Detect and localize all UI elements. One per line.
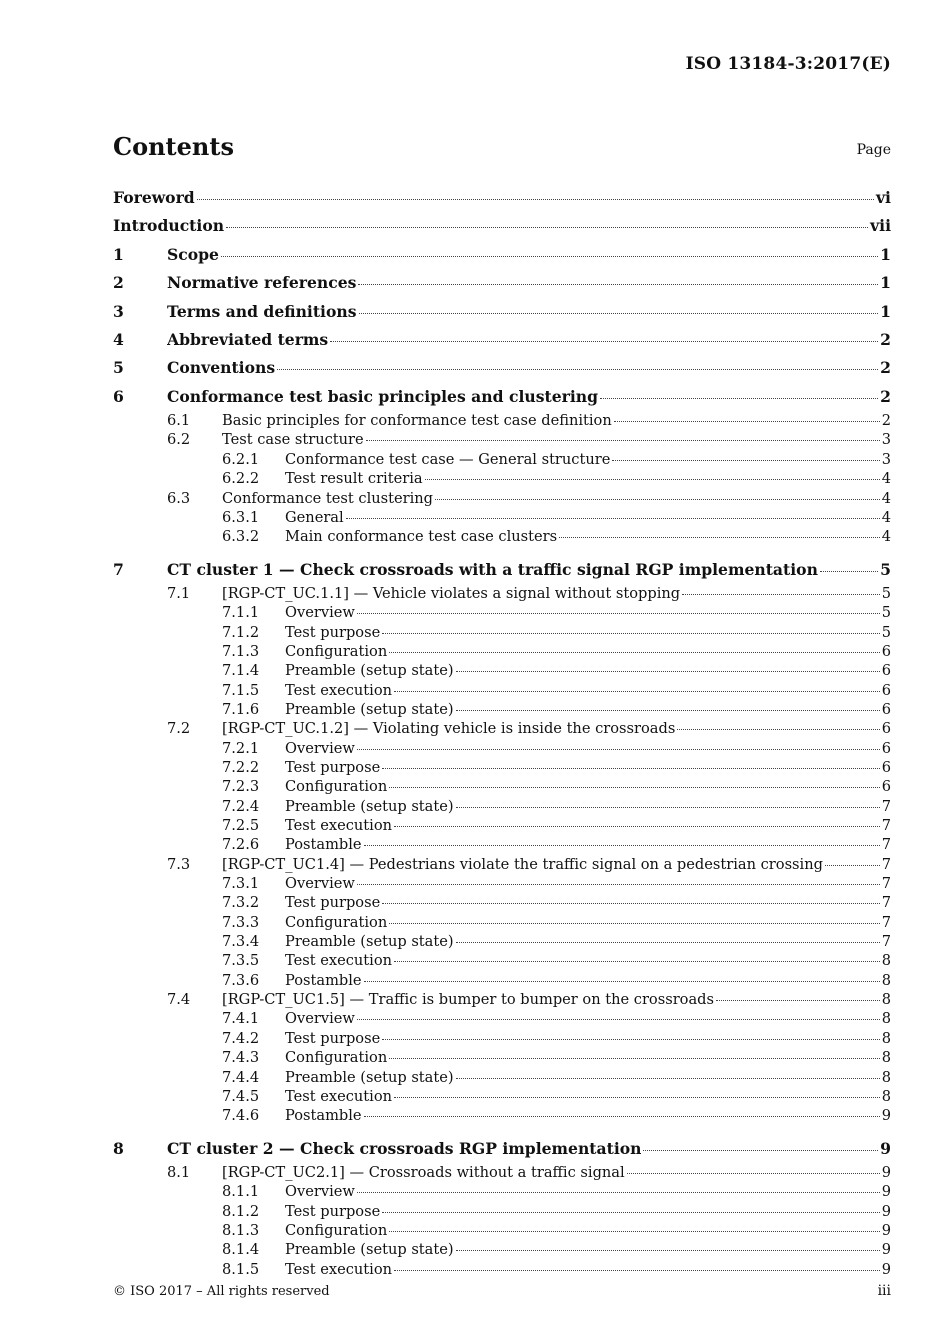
toc-entry-number: 6.2.1: [222, 450, 260, 468]
dot-leader: [359, 313, 879, 314]
dot-leader: [682, 594, 880, 595]
toc-entry-page: 4: [881, 489, 891, 507]
toc-entry-title: Postamble: [285, 836, 362, 854]
dot-leader: [456, 671, 880, 672]
toc-entry-page: 1: [880, 244, 891, 264]
toc-entry-title: [RGP-CT_UC.1.1] — Vehicle violates a signal without stopping: [222, 584, 681, 602]
toc-entry[interactable]: [113, 603, 891, 622]
toc-entry[interactable]: [113, 430, 891, 449]
toc-entry-title: Overview: [285, 875, 355, 893]
toc-entry-title: Test case structure: [222, 431, 364, 449]
toc-entry-title: Preamble (setup state): [285, 700, 454, 718]
dot-leader: [600, 398, 878, 399]
dot-leader: [389, 652, 879, 653]
toc-entry-page: 8: [881, 991, 891, 1009]
toc-entry[interactable]: [113, 1106, 891, 1125]
dot-leader: [435, 499, 880, 500]
toc-entry[interactable]: [113, 971, 891, 990]
dot-leader: [677, 729, 879, 730]
toc-entry-number: 7.4: [167, 991, 191, 1009]
toc-entry-number: 8.1.5: [222, 1260, 260, 1278]
toc-entry-number: 7.4.1: [222, 1010, 260, 1028]
toc-entry-title: Test purpose: [285, 1029, 381, 1047]
toc-entry[interactable]: [113, 1240, 891, 1259]
toc-entry-page: 6: [881, 759, 891, 777]
toc-entry-page: 9: [881, 1183, 891, 1201]
toc-entry-number: 7.2.2: [222, 759, 260, 777]
toc-entry-page: 1: [880, 301, 891, 321]
dot-leader: [382, 903, 880, 904]
dot-leader: [226, 227, 868, 228]
toc-entry-title: CT cluster 1 — Check crossroads with a traffic signal RGP implementation: [167, 559, 818, 579]
dot-leader: [456, 807, 880, 808]
toc-entry-number: 7.1.2: [222, 623, 260, 641]
toc-entry[interactable]: [113, 1068, 891, 1087]
toc-entry-page: 6: [881, 662, 891, 680]
dot-leader: [382, 633, 880, 634]
toc-entry[interactable]: [113, 1182, 891, 1201]
table-of-contents: [113, 184, 891, 1279]
toc-entry-title: Test purpose: [285, 894, 381, 912]
toc-entry-number: 6.2.2: [222, 470, 260, 488]
toc-entry-title: Scope: [167, 244, 219, 264]
toc-entry-number: 5: [113, 358, 124, 378]
toc-entry-number: 8.1.3: [222, 1221, 260, 1239]
toc-entry-title: [RGP-CT_UC1.5] — Traffic is bumper to bumper on the crossroads: [222, 991, 714, 1009]
toc-entry[interactable]: [113, 1087, 891, 1106]
toc-entry-title: [RGP-CT_UC2.1] — Crossroads without a traffic signal: [222, 1163, 625, 1181]
toc-entry[interactable]: [113, 642, 891, 661]
toc-entry-title: Test result criteria: [285, 470, 423, 488]
toc-entry-page: 8: [881, 971, 891, 989]
toc-entry-page: 9: [881, 1107, 891, 1125]
toc-entry-page: 5: [880, 559, 891, 579]
toc-entry[interactable]: [113, 556, 891, 584]
toc-entry[interactable]: [113, 508, 891, 527]
toc-entry-number: 6: [113, 386, 124, 406]
toc-entry-number: 7.4.5: [222, 1087, 260, 1105]
toc-entry-number: 7.1.3: [222, 642, 260, 660]
toc-entry-title: Preamble (setup state): [285, 1241, 454, 1259]
toc-entry-page: 5: [881, 584, 891, 602]
toc-entry[interactable]: [113, 269, 891, 297]
dot-leader: [364, 845, 880, 846]
toc-entry[interactable]: [113, 951, 891, 970]
toc-entry-page: 4: [881, 528, 891, 546]
toc-entry-page: 9: [880, 1138, 891, 1158]
dot-leader: [394, 961, 880, 962]
toc-entry[interactable]: [113, 990, 891, 1009]
dot-leader: [382, 768, 880, 769]
dot-leader: [389, 787, 879, 788]
dot-leader: [357, 884, 880, 885]
toc-entry-page: 4: [881, 508, 891, 526]
toc-entry-page: 1: [880, 273, 891, 293]
toc-entry-number: 7.1.4: [222, 662, 260, 680]
dot-leader: [197, 199, 874, 200]
toc-entry-number: 7.2.3: [222, 778, 260, 796]
toc-entry-title: Introduction: [113, 216, 225, 236]
toc-entry[interactable]: [113, 739, 891, 758]
toc-entry[interactable]: [113, 1135, 891, 1163]
toc-entry-page: 5: [881, 604, 891, 622]
toc-entry-title: Normative references: [167, 273, 357, 293]
footer-page-number: iii: [877, 1283, 891, 1299]
toc-entry-number: 7.4.3: [222, 1049, 260, 1067]
toc-entry-page: 6: [881, 720, 891, 738]
dot-leader: [364, 981, 880, 982]
toc-entry-number: 8.1.4: [222, 1241, 260, 1259]
toc-entry-title: Foreword: [113, 188, 195, 207]
toc-entry-number: 7.1: [167, 584, 191, 602]
dot-leader: [277, 369, 878, 370]
toc-entry-number: 7.2.1: [222, 739, 260, 757]
dot-leader: [425, 479, 880, 480]
toc-entry-page: 8: [881, 1068, 891, 1086]
toc-entry[interactable]: [113, 1221, 891, 1240]
toc-entry-page: 7: [881, 875, 891, 893]
toc-entry-title: Test execution: [285, 817, 393, 835]
toc-entry-number: 6.2: [167, 431, 191, 449]
dot-leader: [394, 691, 880, 692]
dot-leader: [389, 923, 879, 924]
toc-entry[interactable]: [113, 719, 891, 738]
dot-leader: [364, 1116, 880, 1117]
toc-entry[interactable]: [113, 874, 891, 893]
toc-entry-title: Configuration: [285, 1049, 388, 1067]
toc-entry[interactable]: [113, 893, 891, 912]
toc-entry-title: Preamble (setup state): [285, 662, 454, 680]
toc-entry-title: [RGP-CT_UC.1.2] — Violating vehicle is inside the crossroads: [222, 720, 676, 738]
toc-entry-number: 8: [113, 1138, 124, 1158]
toc-entry-page: 9: [881, 1202, 891, 1220]
toc-entry-page: 4: [881, 470, 891, 488]
toc-entry-page: 9: [881, 1260, 891, 1278]
dot-leader: [394, 826, 880, 827]
dot-leader: [357, 1192, 880, 1193]
toc-entry-page: 7: [881, 855, 891, 873]
toc-entry-page: 6: [881, 681, 891, 699]
toc-entry[interactable]: [113, 411, 891, 430]
toc-entry-page: 2: [880, 358, 891, 378]
toc-entry-page: 9: [881, 1221, 891, 1239]
toc-entry[interactable]: [113, 469, 891, 488]
toc-entry-number: 6.3: [167, 489, 191, 507]
toc-entry-page: 8: [881, 1029, 891, 1047]
toc-entry[interactable]: [113, 623, 891, 642]
toc-entry-title: CT cluster 2 — Check crossroads RGP implementation: [167, 1138, 642, 1158]
toc-entry-page: 7: [881, 894, 891, 912]
toc-entry-title: Basic principles for conformance test case definition: [222, 412, 612, 430]
toc-entry-title: Configuration: [285, 913, 388, 931]
toc-entry-page: 5: [881, 623, 891, 641]
dot-leader: [366, 440, 880, 441]
dot-leader: [382, 1212, 880, 1213]
toc-entry-number: 7.1.1: [222, 604, 260, 622]
toc-entry[interactable]: [113, 913, 891, 932]
toc-entry-page: 7: [881, 797, 891, 815]
dot-leader: [389, 1058, 879, 1059]
toc-entry-number: 7.3: [167, 855, 191, 873]
dot-leader: [820, 571, 878, 572]
page-column-label: Page: [856, 142, 891, 158]
toc-entry-number: 7.4.6: [222, 1107, 260, 1125]
toc-entry[interactable]: [113, 661, 891, 680]
dot-leader: [357, 749, 880, 750]
toc-entry-number: 6.3.2: [222, 528, 260, 546]
toc-entry[interactable]: [113, 326, 891, 354]
toc-entry-title: Abbreviated terms: [167, 329, 329, 349]
toc-entry-number: 6.3.1: [222, 508, 260, 526]
toc-entry-page: 8: [881, 952, 891, 970]
toc-entry-title: Overview: [285, 1183, 355, 1201]
toc-entry[interactable]: [113, 835, 891, 854]
toc-entry-page: 6: [881, 739, 891, 757]
dot-leader: [358, 284, 878, 285]
toc-entry-title: Preamble (setup state): [285, 1068, 454, 1086]
toc-entry-page: 6: [881, 700, 891, 718]
toc-entry-page: 8: [881, 1087, 891, 1105]
toc-entry-title: Test execution: [285, 681, 393, 699]
toc-entry-title: Test purpose: [285, 759, 381, 777]
toc-entry-page: vi: [876, 188, 891, 207]
dot-leader: [357, 1019, 880, 1020]
toc-entry-number: 7.2: [167, 720, 191, 738]
toc-entry-page: vii: [870, 216, 891, 236]
toc-entry-page: 2: [880, 386, 891, 406]
dot-leader: [330, 341, 878, 342]
dot-leader: [382, 1039, 880, 1040]
toc-entry-number: 4: [113, 329, 124, 349]
dot-leader: [357, 613, 880, 614]
toc-entry-page: 8: [881, 1049, 891, 1067]
toc-entry-page: 7: [881, 913, 891, 931]
toc-entry-number: 7.3.6: [222, 971, 260, 989]
dot-leader: [643, 1150, 878, 1151]
dot-leader: [612, 460, 879, 461]
toc-entry[interactable]: [113, 816, 891, 835]
dot-leader: [716, 1000, 880, 1001]
dot-leader: [559, 537, 880, 538]
toc-entry[interactable]: [113, 241, 891, 269]
toc-entry-number: 6.1: [167, 412, 191, 430]
toc-entry[interactable]: [113, 527, 891, 546]
toc-entry-page: 3: [881, 431, 891, 449]
toc-entry-page: 6: [881, 778, 891, 796]
toc-entry-title: Conformance test basic principles and clustering: [167, 386, 598, 406]
toc-entry-number: 7.3.1: [222, 875, 260, 893]
toc-entry-number: 7.2.6: [222, 836, 260, 854]
toc-entry-title: Terms and definitions: [167, 301, 357, 321]
toc-entry-title: Postamble: [285, 1107, 362, 1125]
footer-copyright: © ISO 2017 – All rights reserved: [113, 1284, 330, 1299]
dot-leader: [825, 865, 880, 866]
dot-leader: [456, 1078, 880, 1079]
toc-entry-title: Main conformance test case clusters: [285, 528, 558, 546]
toc-entry-title: Preamble (setup state): [285, 797, 454, 815]
toc-entry-title: Conformance test clustering: [222, 489, 434, 507]
toc-entry-title: Postamble: [285, 971, 362, 989]
toc-entry-title: Overview: [285, 1010, 355, 1028]
toc-entry-title: Test execution: [285, 1087, 393, 1105]
toc-entry-number: 7.3.2: [222, 894, 260, 912]
toc-entry-page: 3: [881, 450, 891, 468]
toc-entry-number: 8.1: [167, 1163, 191, 1181]
toc-entry-number: 7.1.6: [222, 700, 260, 718]
toc-entry[interactable]: [113, 1202, 891, 1221]
toc-entry[interactable]: [113, 298, 891, 326]
toc-entry-number: 7.4.4: [222, 1068, 260, 1086]
toc-entry-page: 9: [881, 1241, 891, 1259]
dot-leader: [627, 1173, 880, 1174]
toc-entry-title: Test execution: [285, 1260, 393, 1278]
toc-entry-number: 7.1.5: [222, 681, 260, 699]
toc-entry-title: Configuration: [285, 778, 388, 796]
toc-entry-title: Test execution: [285, 952, 393, 970]
toc-entry-number: 7.3.3: [222, 913, 260, 931]
toc-entry-page: 2: [880, 329, 891, 349]
toc-entry-page: 2: [881, 412, 891, 430]
toc-entry[interactable]: [113, 450, 891, 469]
dot-leader: [394, 1270, 880, 1271]
toc-entry[interactable]: [113, 1260, 891, 1279]
toc-entry-title: Conformance test case — General structure: [285, 450, 611, 468]
toc-entry[interactable]: [113, 797, 891, 816]
toc-entry-page: 7: [881, 933, 891, 951]
dot-leader: [614, 421, 880, 422]
toc-entry[interactable]: [113, 1009, 891, 1028]
toc-entry-number: 7: [113, 559, 124, 579]
dot-leader: [456, 942, 880, 943]
toc-entry-number: 7.3.5: [222, 952, 260, 970]
page-title: Contents: [113, 132, 234, 161]
toc-entry-number: 7.3.4: [222, 933, 260, 951]
toc-entry-title: Test purpose: [285, 1202, 381, 1220]
dot-leader: [456, 1250, 880, 1251]
toc-entry-title: Overview: [285, 739, 355, 757]
dot-leader: [221, 256, 878, 257]
toc-entry-number: 2: [113, 273, 124, 293]
toc-entry[interactable]: [113, 184, 891, 212]
toc-entry-number: 3: [113, 301, 124, 321]
toc-entry[interactable]: [113, 1048, 891, 1067]
toc-entry-title: Configuration: [285, 642, 388, 660]
toc-entry[interactable]: [113, 855, 891, 874]
toc-entry[interactable]: [113, 354, 891, 382]
toc-entry[interactable]: [113, 212, 891, 240]
toc-entry[interactable]: [113, 1029, 891, 1048]
toc-entry[interactable]: [113, 681, 891, 700]
toc-entry-title: Preamble (setup state): [285, 933, 454, 951]
toc-entry-number: 1: [113, 244, 124, 264]
dot-leader: [456, 710, 880, 711]
toc-entry-page: 9: [881, 1163, 891, 1181]
dot-leader: [389, 1231, 879, 1232]
toc-entry-title: Overview: [285, 604, 355, 622]
toc-entry-page: 8: [881, 1010, 891, 1028]
toc-entry-number: 8.1.1: [222, 1183, 260, 1201]
toc-entry-number: 8.1.2: [222, 1202, 260, 1220]
toc-entry[interactable]: [113, 700, 891, 719]
toc-entry[interactable]: [113, 777, 891, 796]
toc-entry[interactable]: [113, 932, 891, 951]
toc-entry[interactable]: [113, 1163, 891, 1182]
toc-entry-title: Test purpose: [285, 623, 381, 641]
toc-entry[interactable]: [113, 489, 891, 508]
dot-leader: [394, 1097, 880, 1098]
toc-entry-title: Configuration: [285, 1221, 388, 1239]
toc-entry-number: 7.2.5: [222, 817, 260, 835]
dot-leader: [346, 518, 880, 519]
toc-entry[interactable]: [113, 584, 891, 603]
toc-entry-page: 6: [881, 642, 891, 660]
toc-entry-title: [RGP-CT_UC1.4] — Pedestrians violate the traffic signal on a pedestrian crossing: [222, 855, 823, 873]
toc-entry-page: 7: [881, 817, 891, 835]
toc-entry-number: 7.4.2: [222, 1029, 260, 1047]
toc-entry[interactable]: [113, 383, 891, 411]
document-id: ISO 13184-3:2017(E): [685, 54, 891, 74]
toc-entry-title: Conventions: [167, 358, 276, 378]
toc-entry-title: General: [285, 508, 344, 526]
toc-entry-page: 7: [881, 836, 891, 854]
toc-entry[interactable]: [113, 758, 891, 777]
toc-entry-number: 7.2.4: [222, 797, 260, 815]
